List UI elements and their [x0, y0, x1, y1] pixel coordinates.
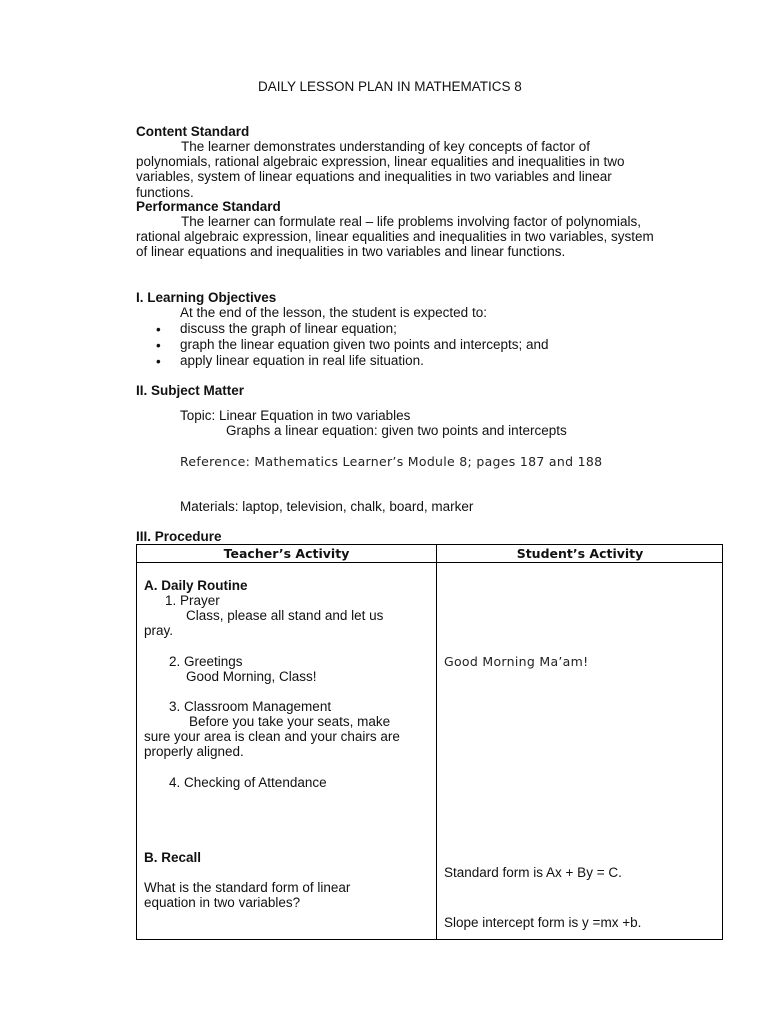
- attendance-label: 4. Checking of Attendance: [169, 775, 327, 790]
- reference-line: Reference: Mathematics Learner’s Module 8; pages 187 and 188: [180, 454, 603, 469]
- bullet-icon: •: [156, 354, 161, 369]
- objectives-intro: At the end of the lesson, the student is expected to:: [180, 305, 487, 320]
- classroom-management-text: properly aligned.: [144, 744, 244, 759]
- greetings-text: Good Morning, Class!: [186, 669, 317, 684]
- classroom-management-text: Before you take your seats, make: [189, 714, 391, 729]
- procedure-table: [136, 544, 723, 940]
- recall-heading: B. Recall: [144, 850, 202, 865]
- prayer-label: 1. Prayer: [165, 593, 220, 608]
- teacher-activity-header: Teacher’s Activity: [223, 546, 350, 561]
- objective-item: discuss the graph of linear equation;: [180, 321, 397, 336]
- bullet-icon: •: [156, 322, 161, 337]
- student-slope-form: Slope intercept form is y =mx +b.: [444, 915, 642, 930]
- bullet-icon: •: [156, 338, 161, 353]
- procedure-heading: III. Procedure: [136, 529, 222, 544]
- topic-line: Topic: Linear Equation in two variables: [180, 408, 411, 423]
- prayer-text: Class, please all stand and let us: [186, 608, 384, 623]
- content-standard-text: The learner demonstrates understanding of key concepts of factor of polynomials, rational algebraic expression, linear equalities and inequalities in two variables, system of linear equations and inequalities in two variables and linear functions.: [136, 139, 625, 200]
- document-title: DAILY LESSON PLAN IN MATHEMATICS 8: [258, 79, 522, 94]
- student-activity-header: Student’s Activity: [516, 546, 644, 561]
- performance-standard-text: The learner can formulate real – life problems involving factor of polynomials, rational algebraic expression, linear equalities and inequalities in two variables, system of linear equations and inequalities in two variables and linear functions.: [136, 214, 654, 260]
- daily-routine-heading: A. Daily Routine: [144, 578, 248, 593]
- classroom-management-text: sure your area is clean and your chairs are: [144, 729, 400, 744]
- recall-question: What is the standard form of linear: [144, 880, 351, 895]
- header-divider: [137, 562, 722, 563]
- objective-item: apply linear equation in real life situation.: [180, 353, 424, 368]
- prayer-text: pray.: [144, 623, 174, 638]
- subject-matter-heading: II. Subject Matter: [136, 383, 245, 398]
- objective-item: graph the linear equation given two points and intercepts; and: [180, 337, 549, 352]
- classroom-management-label: 3. Classroom Management: [169, 699, 332, 714]
- content-standard-heading: Content Standard: [136, 124, 250, 139]
- subtopic-line: Graphs a linear equation: given two points and intercepts: [226, 423, 567, 438]
- student-standard-form: Standard form is Ax + By = C.: [444, 865, 622, 880]
- materials-line: Materials: laptop, television, chalk, board, marker: [180, 499, 474, 514]
- column-divider: [436, 545, 437, 939]
- student-greeting-reply: Good Morning Ma’am!: [444, 654, 589, 669]
- recall-question: equation in two variables?: [144, 895, 301, 910]
- greetings-label: 2. Greetings: [169, 654, 243, 669]
- learning-objectives-heading: I. Learning Objectives: [136, 290, 277, 305]
- performance-standard-heading: Performance Standard: [136, 199, 281, 214]
